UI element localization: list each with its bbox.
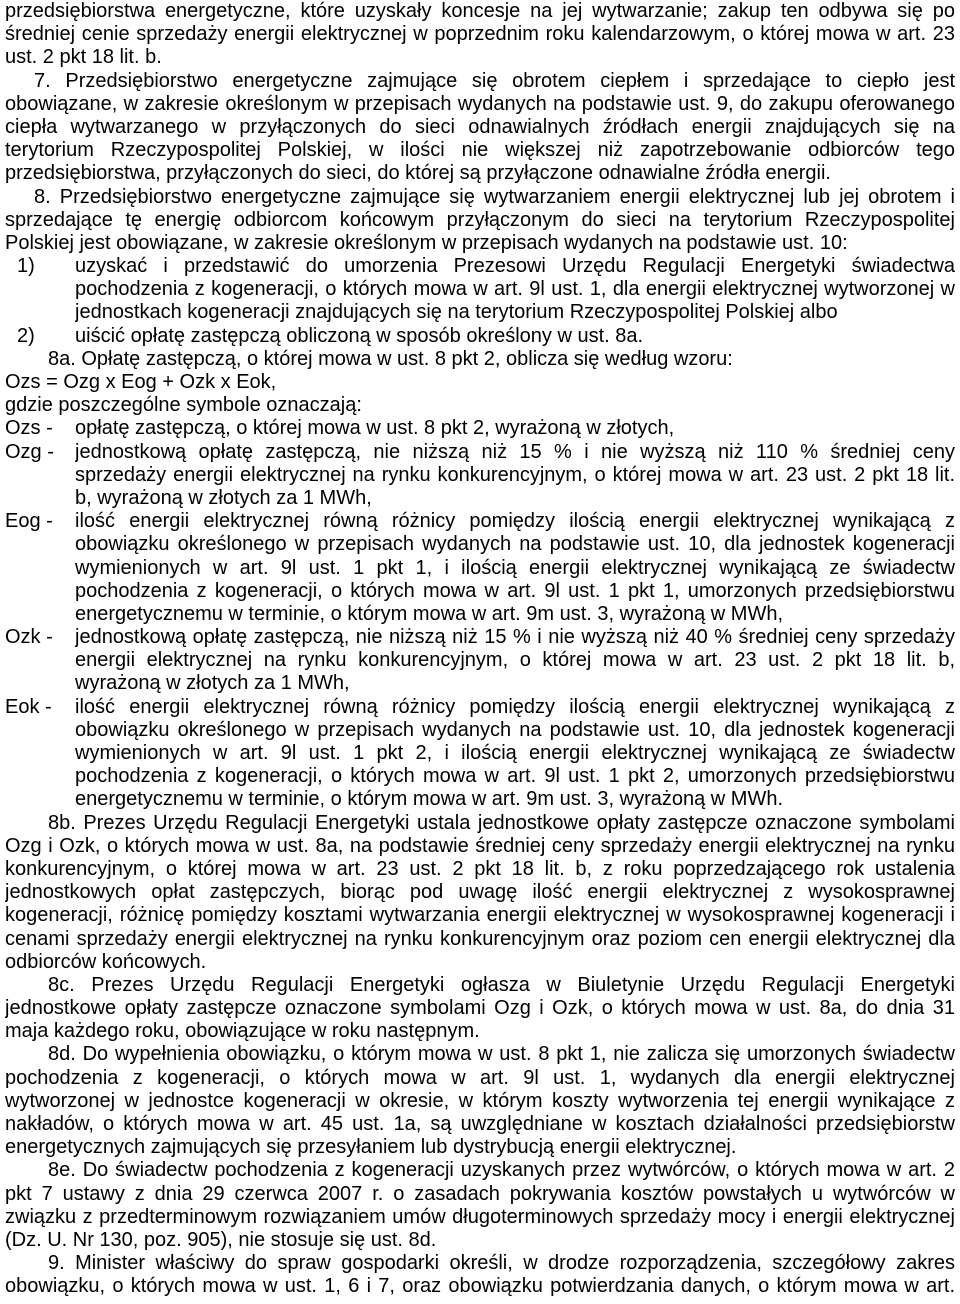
paragraph-first-line: 8. Przedsiębiorstwo energetyczne zajmujące się wytwarzaniem energii elektrycznej lub jej obrotem i bbox=[34, 185, 955, 208]
symbol-label: Eok - bbox=[5, 695, 52, 718]
text-line: ust. 2 pkt 18 lit. b. bbox=[5, 46, 162, 69]
text-line: jednostkową opłatę zastępczą, nie niższą niż 15 % i nie wyższą niż 40 % średniej ceny sprzedaży bbox=[75, 626, 955, 649]
text-line: związku z przedterminowym rozwiązaniem umów długoterminowych sprzedaży mocy i energii elektrycznej bbox=[5, 1205, 955, 1228]
text-line: b, wyrażoną w złotych za 1 MWh, bbox=[75, 486, 372, 509]
text-line: ilość energii elektrycznej równą różnicy pomiędzy ilością energii elektrycznej wynikającą z bbox=[75, 695, 955, 718]
text-line: kogeneracji, różnicę pomiędzy kosztami wytwarzania energii elektrycznej w wysokosprawnej kogeneracji i bbox=[5, 904, 955, 927]
text-line: uiścić opłatę zastępczą obliczoną w sposób określony w ust. 8a. bbox=[75, 324, 644, 347]
text-line: energetycznemu w terminie, o którym mowa w art. 9m ust. 3, wyrażoną w MWh, bbox=[75, 602, 783, 625]
text-line: ilość energii elektrycznej równą różnicy pomiędzy ilością energii elektrycznej wynikającą z bbox=[75, 510, 955, 533]
text-line: jednostkowych opłat zastępczych, biorąc pod uwagę ilość energii elektrycznej z wysokosprawnej bbox=[5, 881, 955, 904]
text-line: opłatę zastępczą, o której mowa w ust. 8 pkt 2, wyrażoną w złotych, bbox=[75, 417, 675, 440]
text-line: wymienionych w art. 9l ust. 1 pkt 1, i ilością energii elektrycznej wynikającą ze świadectw bbox=[75, 556, 955, 579]
paragraph-first-line: 8d. Do wypełnienia obowiązku, o którym mowa w ust. 8 pkt 1, nie zalicza się umorzonych świadectw bbox=[48, 1043, 955, 1066]
text-line: średniej cenie sprzedaży energii elektrycznej w poprzednim roku kalendarzowym, o której mowa w art. 23 bbox=[5, 23, 955, 46]
list-marker: 1) bbox=[17, 255, 35, 278]
text-line: pochodzenia z kogeneracji, o których mowa w art. 9l ust. 1, wydanych dla energii elektrycznej bbox=[5, 1066, 955, 1089]
paragraph-first-line: 8c. Prezes Urzędu Regulacji Energetyki ogłasza w Biuletynie Urzędu Regulacji Energetyki bbox=[48, 973, 955, 996]
text-line: obowiązku, o których mowa w ust. 1, 6 i 7, oraz obowiązku potwierdzania danych, o którym mowa w art. bbox=[5, 1275, 955, 1298]
text-line: odbiorców końcowych. bbox=[5, 950, 207, 973]
paragraph-first-line: 8e. Do świadectw pochodzenia z kogeneracji uzyskanych przez wytwórców, o których mowa w art. 2 bbox=[48, 1159, 955, 1182]
symbol-definition-eok bbox=[5, 696, 955, 812]
paragraph-8d bbox=[5, 1043, 955, 1159]
text-line: jednostkowe opłaty zastępcze oznaczone symbolami Ozg i Ozk, o których mowa w ust. 8a, do dnia 31 bbox=[5, 997, 955, 1020]
symbol-label: Eog - bbox=[5, 510, 53, 533]
symbol-label: Ozg - bbox=[5, 440, 54, 463]
paragraph-9 bbox=[5, 1252, 955, 1298]
paragraph-continuation bbox=[5, 0, 955, 70]
symbols-intro: gdzie poszczególne symbole oznaczają: bbox=[5, 394, 362, 417]
text-line: Polskiej jest obowiązane, w zakresie określonym w przepisach wydanych na podstawie ust. 10: bbox=[5, 231, 848, 254]
list-item-2 bbox=[5, 325, 955, 348]
list-marker: 2) bbox=[17, 324, 35, 347]
text-line: jednostkach kogeneracji znajdujących się na terytorium Rzeczypospolitej Polskiej albo bbox=[75, 301, 838, 324]
text-line: cenami sprzedaży energii elektrycznej na rynku konkurencyjnym oraz poziom cen energii elektrycznej dla bbox=[5, 927, 955, 950]
paragraph-8c bbox=[5, 974, 955, 1044]
text-line: obowiązane, w zakresie określonym w przepisach wydanych na podstawie ust. 9, do zakupu oferowanego bbox=[5, 92, 955, 115]
text-line: obowiązku określonego w przepisach wydanych na podstawie ust. 10, dla jednostek kogeneracji bbox=[75, 718, 955, 741]
symbol-definition-ozs bbox=[5, 417, 955, 440]
text-line: wymienionych w art. 9l ust. 1 pkt 2, i ilością energii elektrycznej wynikającą ze świadectw bbox=[75, 742, 955, 764]
text-line: sprzedaży energii elektrycznej na rynku konkurencyjnym, o której mowa w art. 23 ust. 2 pkt 18 lit. bbox=[75, 463, 955, 486]
formula: Ozs = Ozg x Eog + Ozk x Eok, bbox=[5, 371, 277, 393]
text-line: sprzedające tę energię odbiorcom końcowym przyłączonym do sieci na terytorium Rzeczypospolitej bbox=[5, 208, 955, 231]
text-line: energii elektrycznej na rynku konkurencyjnym, o której mowa w art. 23 ust. 2 pkt 18 lit. b, bbox=[75, 649, 955, 672]
text-line: Ozg i Ozk, o których mowa w ust. 8a, na podstawie średniej ceny sprzedaży energii elektrycznej na rynku bbox=[5, 834, 955, 857]
paragraph-first-line: 8b. Prezes Urzędu Regulacji Energetyki ustala jednostkowe opłaty zastępcze oznaczone symbolami bbox=[48, 811, 955, 834]
paragraph-first-line: 7. Przedsiębiorstwo energetyczne zajmujące się obrotem ciepłem i sprzedające to ciepło jest bbox=[34, 69, 955, 92]
text-line: wyrażoną w złotych za 1 MWh, bbox=[75, 672, 350, 695]
symbol-definition-ozk bbox=[5, 626, 955, 696]
text-line: konkurencyjnym, o której mowa w art. 23 ust. 2 pkt 18 lit. b, z roku poprzedzającego rok ustalenia bbox=[5, 857, 955, 880]
symbol-definition-ozg bbox=[5, 441, 955, 511]
paragraph-8b bbox=[5, 812, 955, 974]
text-line: obowiązku określonego w przepisach wydanych na podstawie ust. 10, dla jednostek kogeneracji bbox=[75, 533, 955, 556]
text-line: pkt 7 ustawy z dnia 29 czerwca 2007 r. o zasadach pokrywania kosztów powstałych u wytwórców w bbox=[5, 1182, 955, 1205]
paragraph-8a bbox=[5, 348, 955, 812]
paragraph-8e bbox=[5, 1159, 955, 1252]
paragraph-first-line: 9. Minister właściwy do spraw gospodarki określi, w drodze rozporządzenia, szczegółowy zakres bbox=[48, 1252, 955, 1275]
text-line: jednostkową opłatę zastępczą, nie niższą niż 15 % i nie wyższą niż 110 % średniej ceny bbox=[75, 440, 955, 463]
text-line: pochodzenia z kogeneracji, o których mowa w art. 9l ust. 1 pkt 1, umorzonych przedsiębiorstwu bbox=[75, 579, 955, 602]
paragraph-7 bbox=[5, 70, 955, 186]
text-line: wytworzonej w jednostce kogeneracji w okresie, w którym koszty wytworzenia tej energii wynikające z bbox=[5, 1089, 955, 1112]
text-line: pochodzenia z kogeneracji, o których mowa w art. 9l ust. 1 pkt 2, umorzonych przedsiębiorstwu bbox=[75, 765, 955, 788]
paragraph-8 bbox=[5, 186, 955, 348]
text-line: uzyskać i przedstawić do umorzenia Prezesowi Urzędu Regulacji Energetyki świadectwa bbox=[75, 255, 955, 278]
text-line: (Dz. U. Nr 130, poz. 905), nie stosuje się ust. 8d. bbox=[5, 1228, 437, 1251]
text-line: ciepła wytwarzanego w przyłączonych do sieci odnawialnych źródłach energii znajdujących się na bbox=[5, 115, 955, 138]
paragraph-first-line: 8a. Opłatę zastępczą, o której mowa w ust. 8 pkt 2, oblicza się według wzoru: bbox=[48, 347, 733, 370]
text-line: nakładów, o których mowa w art. 45 ust. 1a, są uwzględniane w kosztach działalności przedsiębiorstw bbox=[5, 1113, 955, 1135]
symbol-definition-eog bbox=[5, 510, 955, 626]
symbol-label: Ozk - bbox=[5, 626, 53, 649]
text-line: pochodzenia z kogeneracji, o których mowa w art. 9l ust. 1, dla energii elektrycznej wytworzonej w bbox=[75, 278, 955, 301]
text-line: energetycznemu w terminie, o którym mowa w art. 9m ust. 3, wyrażoną w MWh. bbox=[75, 788, 783, 811]
symbol-label: Ozs - bbox=[5, 417, 53, 440]
text-line: przedsiębiorstwa, przyłączonych do sieci, do której są przyłączone odnawialne źródła energii. bbox=[5, 162, 831, 185]
text-line: energetycznych zajmujących się przesyłaniem lub dystrybucją energii elektrycznej. bbox=[5, 1136, 737, 1159]
text-line: przedsiębiorstwa energetyczne, które uzyskały koncesje na jej wytwarzanie; zakup ten odbywa się po bbox=[5, 0, 955, 22]
list-item-1 bbox=[5, 255, 955, 325]
text-line: maja każdego roku, obowiązujące w roku następnym. bbox=[5, 1020, 480, 1043]
text-line: terytorium Rzeczypospolitej Polskiej, w ilości nie większej niż zapotrzebowanie odbiorców tego bbox=[5, 139, 955, 162]
